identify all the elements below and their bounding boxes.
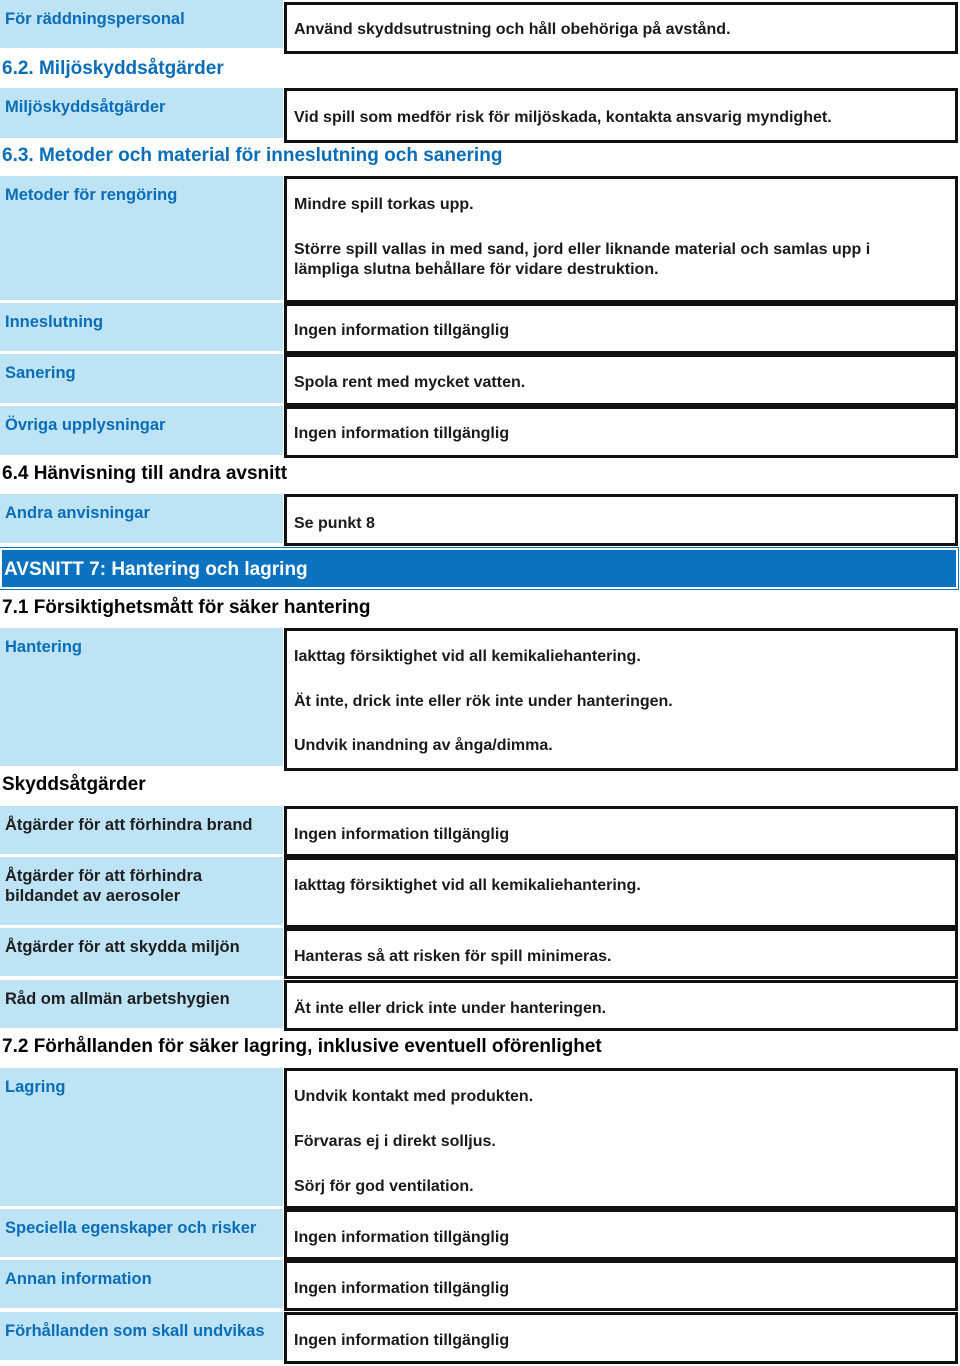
special-properties-text: Ingen information tillgänglig (294, 1229, 510, 1246)
other-instructions-label: Andra anvisningar (0, 494, 283, 543)
handling-line-3: Undvik inandning av ånga/dimma. (294, 737, 553, 754)
fire-prevention-text: Ingen information tillgänglig (294, 826, 510, 843)
conditions-to-avoid-text: Ingen information tillgänglig (294, 1332, 510, 1349)
fire-prevention-label: Åtgärder för att förhindra brand (0, 806, 283, 854)
section-7-title: AVSNITT 7: Hantering och lagring (4, 559, 308, 580)
heading-6-3: 6.3. Metoder och material för inneslutning och sanering (2, 145, 503, 166)
fire-prevention-value (284, 806, 958, 857)
sanitation-text: Spola rent med mycket vatten. (294, 374, 526, 391)
sanitation-value (284, 354, 958, 406)
cleaning-line-2: Större spill vallas in med sand, jord eller liknande material och samlas upp i lämpliga slutna behållare för vidare destruktion. (294, 241, 871, 278)
other-info-value (284, 406, 958, 458)
handling-label: Hantering (0, 628, 283, 766)
heading-7-2: 7.2 Förhållanden för säker lagring, inklusive eventuell oförenlighet (2, 1036, 602, 1057)
additional-info-text: Ingen information tillgänglig (294, 1280, 510, 1297)
additional-info-label: Annan information (0, 1260, 283, 1308)
aerosol-prevention-label: Åtgärder för att förhindra bildandet av aerosoler (0, 857, 283, 925)
storage-line-3: Sörj för god ventilation. (294, 1178, 474, 1195)
cleaning-methods-label: Metoder för rengöring (0, 176, 283, 300)
rescue-personnel-text: Använd skyddsutrustning och håll obehöriga på avstånd. (294, 21, 731, 38)
other-info-label: Övriga upplysningar (0, 406, 283, 455)
storage-value (284, 1068, 958, 1209)
conditions-to-avoid-value (284, 1312, 958, 1364)
other-instructions-value (284, 494, 958, 546)
special-properties-label: Speciella egenskaper och risker (0, 1209, 283, 1257)
hygiene-label: Råd om allmän arbetshygien (0, 980, 283, 1028)
cleaning-line-1: Mindre spill torkas upp. (294, 196, 474, 213)
aerosol-prevention-text: Iakttag försiktighet vid all kemikaliehantering. (294, 877, 641, 894)
handling-line-2: Ät inte, drick inte eller rök inte under hanteringen. (294, 693, 673, 710)
cleaning-methods-value (284, 176, 958, 303)
heading-protective-measures: Skyddsåtgärder (2, 774, 146, 795)
conditions-to-avoid-label: Förhållanden som skall undvikas (0, 1312, 283, 1360)
environment-protection-value (284, 928, 958, 979)
storage-line-1: Undvik kontakt med produkten. (294, 1088, 534, 1105)
storage-label: Lagring (0, 1068, 283, 1206)
heading-7-1: 7.1 Försiktighetsmått för säker hantering (2, 597, 371, 618)
handling-line-1: Iakttag försiktighet vid all kemikaliehantering. (294, 648, 641, 665)
other-instructions-text: Se punkt 8 (294, 515, 375, 532)
section-7-bar (0, 548, 958, 589)
rescue-personnel-value (284, 2, 958, 54)
heading-6-4: 6.4 Hänvisning till andra avsnitt (2, 463, 288, 484)
environment-measures-text: Vid spill som medför risk för miljöskada, kontakta ansvarig myndighet. (294, 109, 832, 126)
special-properties-value (284, 1209, 958, 1260)
other-info-text: Ingen information tillgänglig (294, 425, 510, 442)
hygiene-value (284, 980, 958, 1031)
environment-measures-label: Miljöskyddsåtgärder (0, 88, 283, 138)
heading-6-2: 6.2. Miljöskyddsåtgärder (2, 58, 224, 79)
hygiene-text: Ät inte eller drick inte under hanteringen. (294, 1000, 607, 1017)
environment-protection-text: Hanteras så att risken för spill minimeras. (294, 948, 612, 965)
aerosol-prevention-value (284, 857, 958, 928)
containment-value (284, 303, 958, 354)
storage-line-2: Förvaras ej i direkt solljus. (294, 1133, 496, 1150)
additional-info-value (284, 1260, 958, 1311)
environment-measures-value (284, 88, 958, 143)
containment-text: Ingen information tillgänglig (294, 322, 510, 339)
containment-label: Inneslutning (0, 303, 283, 351)
rescue-personnel-label: För räddningspersonal (0, 0, 283, 48)
environment-protection-label: Åtgärder för att skydda miljön (0, 928, 283, 976)
sanitation-label: Sanering (0, 354, 283, 403)
handling-value (284, 628, 958, 771)
